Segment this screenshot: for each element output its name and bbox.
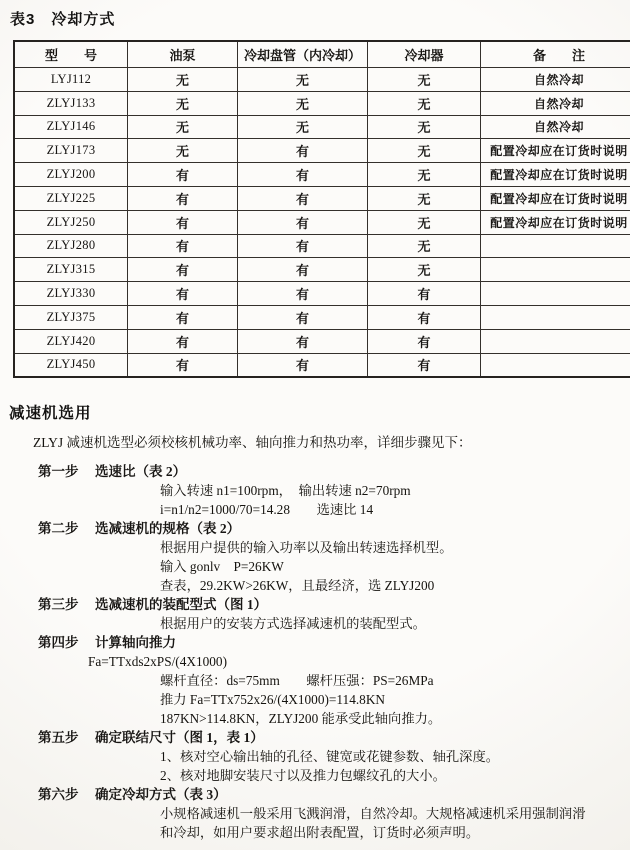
procedure-step xyxy=(8,633,630,728)
step-head xyxy=(8,785,630,804)
table-row xyxy=(14,163,630,187)
step-text-line: 根据用户的安装方式选择减速机的装配型式。 xyxy=(160,616,426,632)
value-cell xyxy=(481,258,630,282)
step-title: 选减速机的规格（表 2） xyxy=(95,521,241,537)
step-text-line: i=n1/n2=1000/70=14.28 选速比 14 xyxy=(160,502,374,518)
value-cell xyxy=(481,234,630,258)
value-cell: 有 xyxy=(128,163,238,187)
column-header: 油泵 xyxy=(128,41,238,68)
value-cell: 有 xyxy=(128,282,238,306)
procedure-step xyxy=(8,728,630,785)
model-cell: ZLYJ146 xyxy=(14,115,128,139)
procedure-step xyxy=(8,462,630,519)
value-cell xyxy=(481,282,630,306)
table-row xyxy=(14,115,630,139)
step-label: 第四步 xyxy=(38,635,79,651)
step-label: 第二步 xyxy=(38,521,79,537)
model-cell: ZLYJ315 xyxy=(14,258,128,282)
table-body xyxy=(14,68,630,378)
table-row xyxy=(14,186,630,210)
value-cell: 有 xyxy=(238,282,368,306)
step-text-line: 根据用户提供的输入功率以及输出转速选择机型。 xyxy=(160,540,453,556)
value-cell: 有 xyxy=(238,139,368,163)
value-cell: 无 xyxy=(368,115,481,139)
value-cell: 无 xyxy=(368,68,481,92)
value-cell: 配置冷却应在订货时说明 xyxy=(481,139,630,163)
model-cell: ZLYJ200 xyxy=(14,163,128,187)
value-cell: 无 xyxy=(368,258,481,282)
value-cell: 有 xyxy=(128,353,238,377)
value-cell xyxy=(481,353,630,377)
cooling-method-table xyxy=(13,40,630,378)
value-cell: 无 xyxy=(238,91,368,115)
step-text-line: 1、核对空心输出轴的孔径、键宽或花键参数、轴孔深度。 xyxy=(160,749,500,765)
value-cell: 有 xyxy=(368,353,481,377)
model-cell: ZLYJ420 xyxy=(14,329,128,353)
value-cell: 无 xyxy=(368,234,481,258)
model-cell: ZLYJ375 xyxy=(14,305,128,329)
value-cell: 自然冷却 xyxy=(481,68,630,92)
value-cell: 有 xyxy=(238,234,368,258)
value-cell: 有 xyxy=(128,258,238,282)
step-text-line: Fa=TTxds2xPS/(4X1000) xyxy=(88,654,227,670)
model-cell: ZLYJ133 xyxy=(14,91,128,115)
value-cell: 配置冷却应在订货时说明 xyxy=(481,186,630,210)
model-cell: ZLYJ250 xyxy=(14,210,128,234)
step-head xyxy=(8,462,630,481)
table-row xyxy=(14,258,630,282)
value-cell: 无 xyxy=(128,68,238,92)
value-cell: 有 xyxy=(238,258,368,282)
procedure-step xyxy=(8,595,630,633)
step-text-line: 推力 Fa=TTx752x26/(4X1000)=114.8KN xyxy=(160,692,386,708)
section-heading: 减速机选用 xyxy=(9,405,92,423)
model-cell: ZLYJ330 xyxy=(14,282,128,306)
model-cell: ZLYJ280 xyxy=(14,234,128,258)
value-cell: 有 xyxy=(368,305,481,329)
step-head xyxy=(8,519,630,538)
value-cell: 配置冷却应在订货时说明 xyxy=(481,163,630,187)
step-title: 计算轴向推力 xyxy=(95,635,176,651)
step-title: 确定联结尺寸（图 1，表 1） xyxy=(95,730,264,746)
table-header xyxy=(14,41,630,68)
value-cell: 有 xyxy=(238,305,368,329)
value-cell: 无 xyxy=(238,115,368,139)
value-cell: 无 xyxy=(368,139,481,163)
value-cell: 无 xyxy=(128,115,238,139)
step-text-line: 输入转速 n1=100rpm， 输出转速 n2=70rpm xyxy=(160,483,411,499)
table-row xyxy=(14,329,630,353)
value-cell: 有 xyxy=(238,163,368,187)
step-text-line: 螺杆直径：ds=75mm 螺杆压强：PS=26MPa xyxy=(160,673,434,689)
table-row xyxy=(14,282,630,306)
value-cell: 有 xyxy=(238,186,368,210)
step-head xyxy=(8,633,630,652)
value-cell: 有 xyxy=(128,210,238,234)
step-text-line: 2、核对地脚安装尺寸以及推力包螺纹孔的大小。 xyxy=(160,768,446,784)
value-cell: 无 xyxy=(368,210,481,234)
step-label: 第一步 xyxy=(38,464,79,480)
step-title: 确定冷却方式（表 3） xyxy=(95,787,227,803)
model-cell: ZLYJ450 xyxy=(14,353,128,377)
intro-paragraph: ZLYJ 减速机选型必须校核机械功率、轴向推力和热功率，详细步骤见下： xyxy=(33,435,472,451)
step-head xyxy=(8,728,630,747)
value-cell: 有 xyxy=(238,353,368,377)
step-text-line: 小规格减速机一般采用飞溅润滑，自然冷却。大规格减速机采用强制润滑 xyxy=(160,806,586,822)
step-text-line: 和冷却，如用户要求超出附表配置，订货时必须声明。 xyxy=(160,825,480,841)
step-title: 选速比（表 2） xyxy=(95,464,187,480)
header-row xyxy=(14,41,630,68)
table-title: 表3 冷却方式 xyxy=(10,11,116,28)
value-cell: 自然冷却 xyxy=(481,91,630,115)
step-text-line: 输入 gonlv P=26KW xyxy=(160,559,284,575)
value-cell xyxy=(481,329,630,353)
step-label: 第五步 xyxy=(38,730,79,746)
column-header: 冷却盘管（内冷却） xyxy=(238,41,368,68)
table-row xyxy=(14,91,630,115)
value-cell: 无 xyxy=(128,139,238,163)
step-label: 第六步 xyxy=(38,787,79,803)
value-cell: 有 xyxy=(128,186,238,210)
model-cell: ZLYJ173 xyxy=(14,139,128,163)
table-row xyxy=(14,353,630,377)
value-cell: 有 xyxy=(238,329,368,353)
model-cell: ZLYJ225 xyxy=(14,186,128,210)
value-cell: 无 xyxy=(368,186,481,210)
column-header: 型 号 xyxy=(14,41,128,68)
table-row xyxy=(14,139,630,163)
value-cell: 有 xyxy=(368,282,481,306)
procedure-steps xyxy=(8,462,630,842)
value-cell: 无 xyxy=(238,68,368,92)
value-cell: 无 xyxy=(368,91,481,115)
value-cell: 无 xyxy=(128,91,238,115)
table-row xyxy=(14,68,630,92)
value-cell: 有 xyxy=(368,329,481,353)
table-row xyxy=(14,234,630,258)
step-text-line: 查表，29.2KW>26KW，且最经济，选 ZLYJ200 xyxy=(160,578,435,594)
value-cell xyxy=(481,305,630,329)
column-header: 冷却器 xyxy=(368,41,481,68)
value-cell: 自然冷却 xyxy=(481,115,630,139)
step-label: 第三步 xyxy=(38,597,79,613)
value-cell: 有 xyxy=(128,305,238,329)
procedure-step xyxy=(8,785,630,842)
step-head xyxy=(8,595,630,614)
table-row xyxy=(14,305,630,329)
value-cell: 有 xyxy=(128,329,238,353)
procedure-step xyxy=(8,519,630,595)
step-text-line: 187KN>114.8KN，ZLYJ200 能承受此轴向推力。 xyxy=(160,711,442,727)
value-cell: 有 xyxy=(128,234,238,258)
step-title: 选减速机的装配型式（图 1） xyxy=(95,597,268,613)
value-cell: 无 xyxy=(368,163,481,187)
column-header: 备 注 xyxy=(481,41,630,68)
value-cell: 配置冷却应在订货时说明 xyxy=(481,210,630,234)
model-cell: LYJ112 xyxy=(14,68,128,92)
value-cell: 有 xyxy=(238,210,368,234)
table-row xyxy=(14,210,630,234)
